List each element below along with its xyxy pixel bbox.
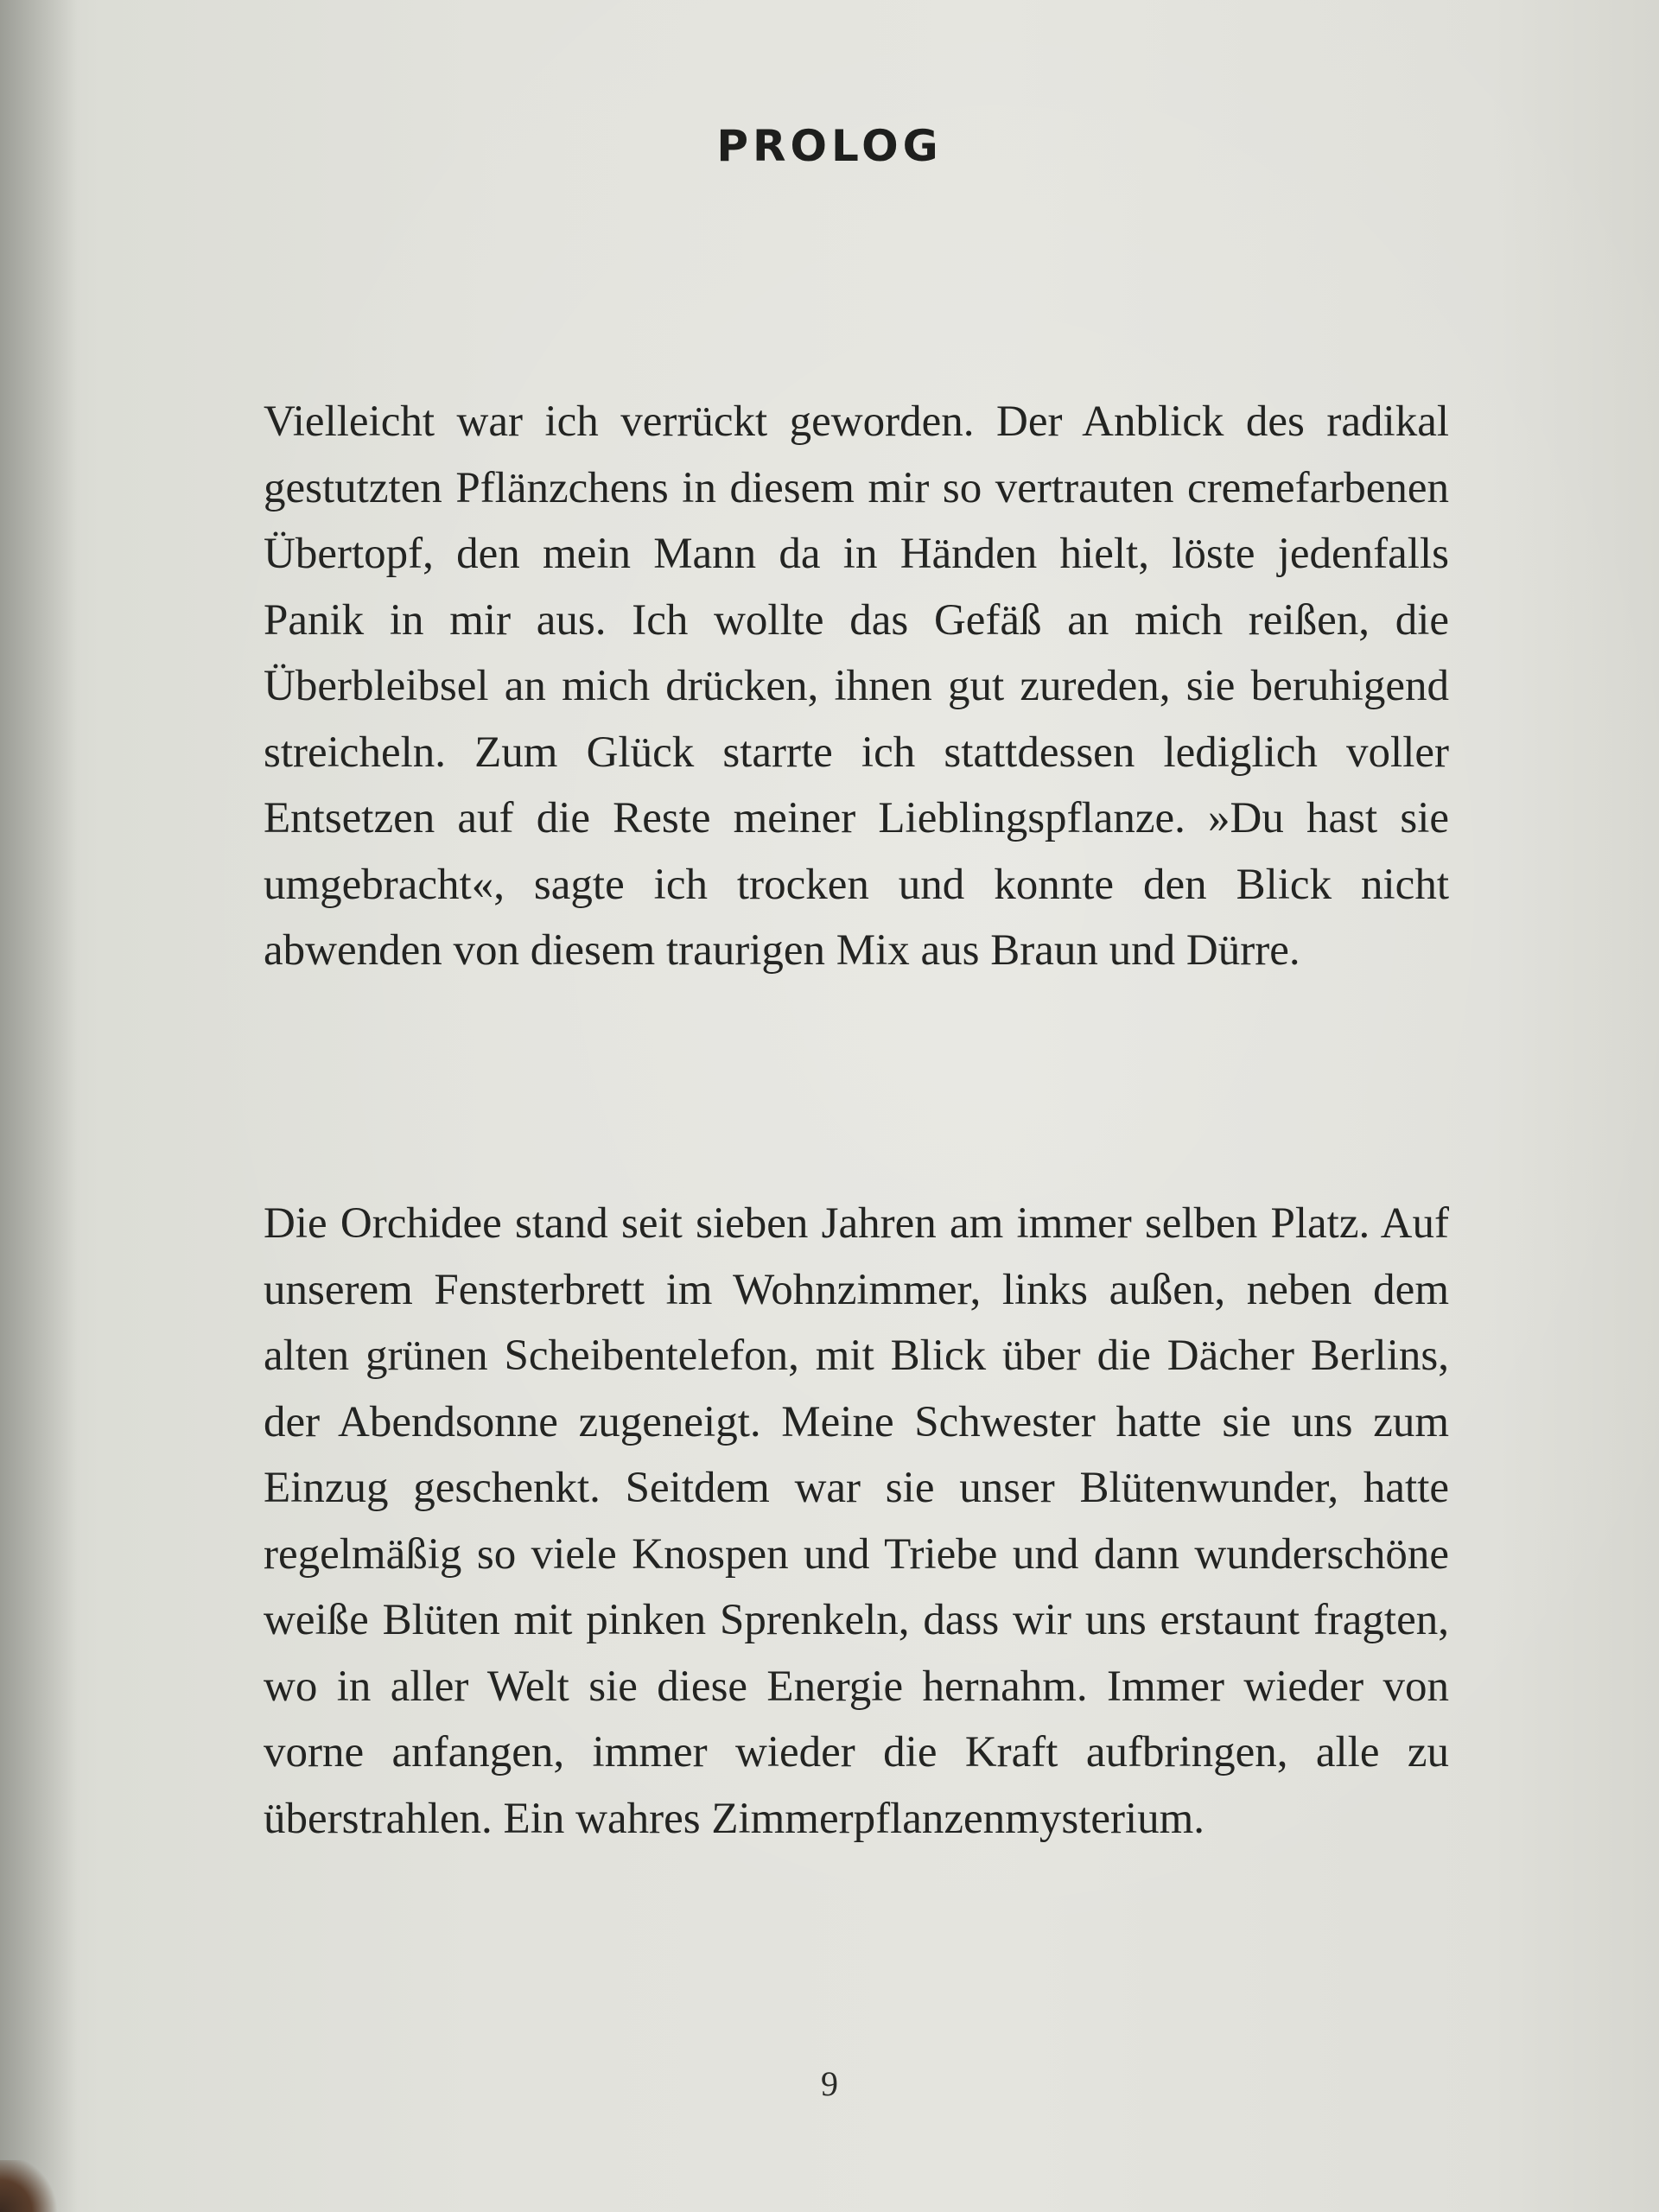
finger-shadow bbox=[0, 2160, 60, 2212]
paragraph-1: Vielleicht war ich verrückt geworden. Der Anblick des radikal gestutzten Pflänzchens in diesem mir so vertrauten cremefarbenen Übertopf, den mein Mann da in Händen hielt, löste jedenfalls Panik in mir aus. Ich wollte das Gefäß an mich reißen, die Überbleibsel an mich drücken, ihnen gut zureden, sie beruhigend streicheln. Zum Glück starrte ich stattdessen lediglich voller Entsetzen auf die Reste meiner Lieblingspflanze. »Du hast sie umgebracht«, sagte ich trocken und konnte den Blick nicht abwenden von diesem traurigen Mix aus Braun und Dürre. bbox=[264, 397, 1449, 975]
chapter-title: PROLOG bbox=[716, 121, 943, 171]
gutter-shadow bbox=[0, 0, 78, 2212]
page-number: 9 bbox=[821, 2064, 838, 2103]
paragraph-2: Die Orchidee stand seit sieben Jahren am immer selben Platz. Auf unserem Fensterbrett im Wohnzimmer, links außen, neben dem alten grünen Scheibentelefon, mit Blick über die Dächer Berlins, der Abendsonne zugeneigt. Meine Schwester hatte sie uns zum Einzug geschenkt. Seitdem war sie unser Blütenwunder, hatte regelmäßig so viele Knospen und Triebe und dann wunderschöne weiße Blüten mit pinken Sprenkeln, dass wir uns erstaunt fragten, wo in aller Welt sie diese Energie hernahm. Immer wieder von vorne anfangen, immer wieder die Kraft aufbringen, alle zu überstrahlen. Ein wahres Zimmerpflanzenmysterium. bbox=[264, 1199, 1449, 1843]
